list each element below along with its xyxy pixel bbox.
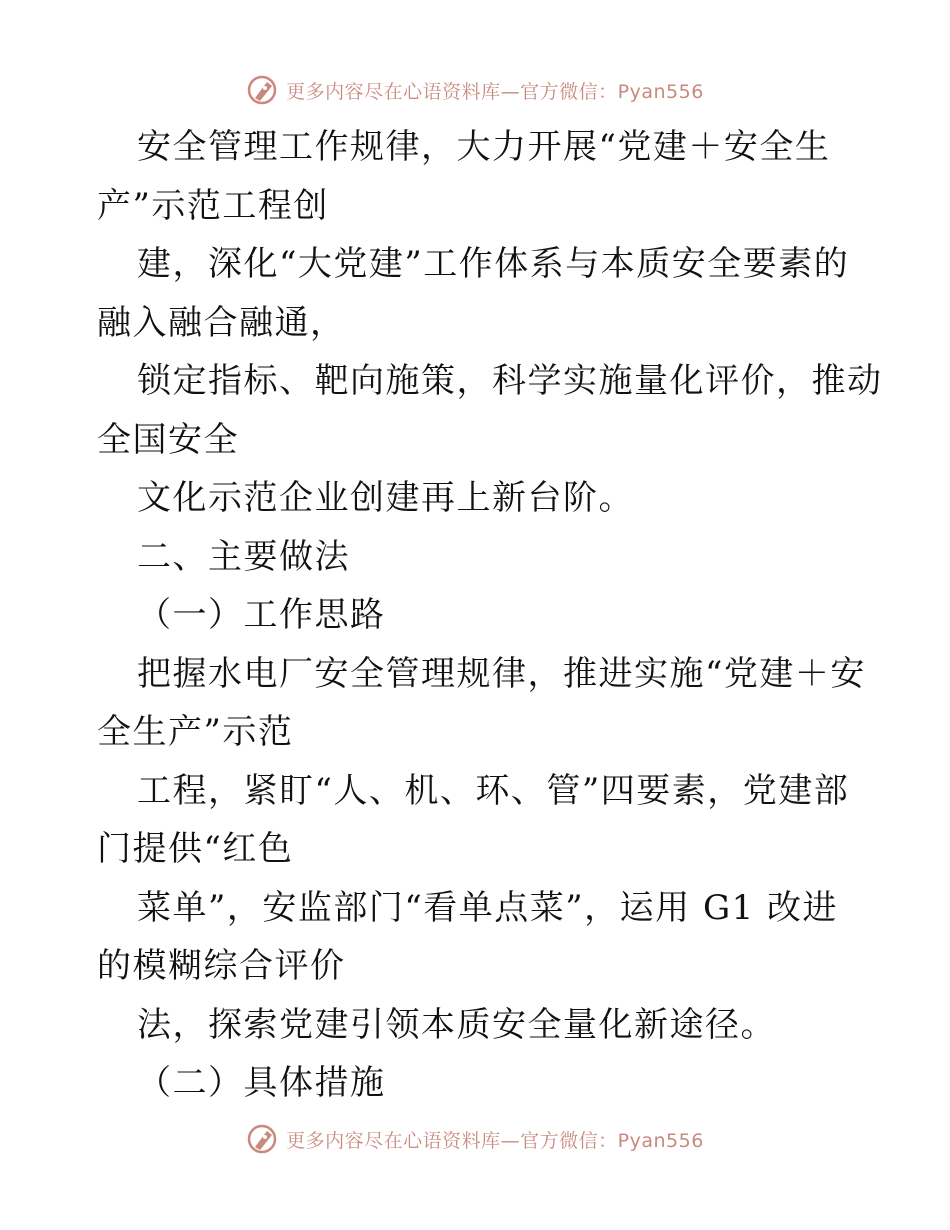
- text-line: 文化示范企业创建再上新台阶。: [137, 478, 634, 518]
- text-line: 门提供“红色: [97, 829, 294, 869]
- text-line: 菜单”，安监部门“看单点菜”，运用 G1 改进: [137, 887, 839, 928]
- watermark-header: [0, 72, 950, 108]
- text-line: 安全管理工作规律，大力开展“党建＋安全生: [137, 127, 831, 167]
- text-line: （二）具体措施: [137, 1063, 386, 1103]
- text-line: （一）工作思路: [137, 595, 386, 635]
- text-line: 产”示范工程创: [97, 185, 329, 226]
- pen-nib-logo-icon: [246, 73, 280, 107]
- watermark-footer: [0, 1121, 950, 1157]
- text-line: 全生产”示范: [97, 712, 294, 752]
- pen-nib-logo-icon: [246, 1122, 280, 1156]
- text-line: 全国安全: [97, 419, 239, 460]
- text-line: 融入融合融通，: [97, 302, 346, 343]
- text-line: 工程，紧盯“人、机、环、管”四要素，党建部: [137, 770, 850, 811]
- document-body: [97, 118, 883, 1113]
- text-line: 建，深化“大党建”工作体系与本质安全要素的: [137, 244, 850, 284]
- watermark-text: 更多内容尽在心语资料库—官方微信：Pyan556: [286, 1129, 704, 1152]
- text-line: 把握水电厂安全管理规律，推进实施“党建＋安: [137, 653, 866, 694]
- text-line: 锁定指标、靶向施策，科学实施量化评价，推动: [137, 361, 883, 401]
- text-line: 的模糊综合评价: [97, 946, 346, 986]
- text-line: 法，探索党建引领本质安全量化新途径。: [137, 1004, 776, 1045]
- text-line: 二、主要做法: [137, 536, 350, 577]
- watermark-text: 更多内容尽在心语资料库—官方微信：Pyan556: [286, 80, 704, 103]
